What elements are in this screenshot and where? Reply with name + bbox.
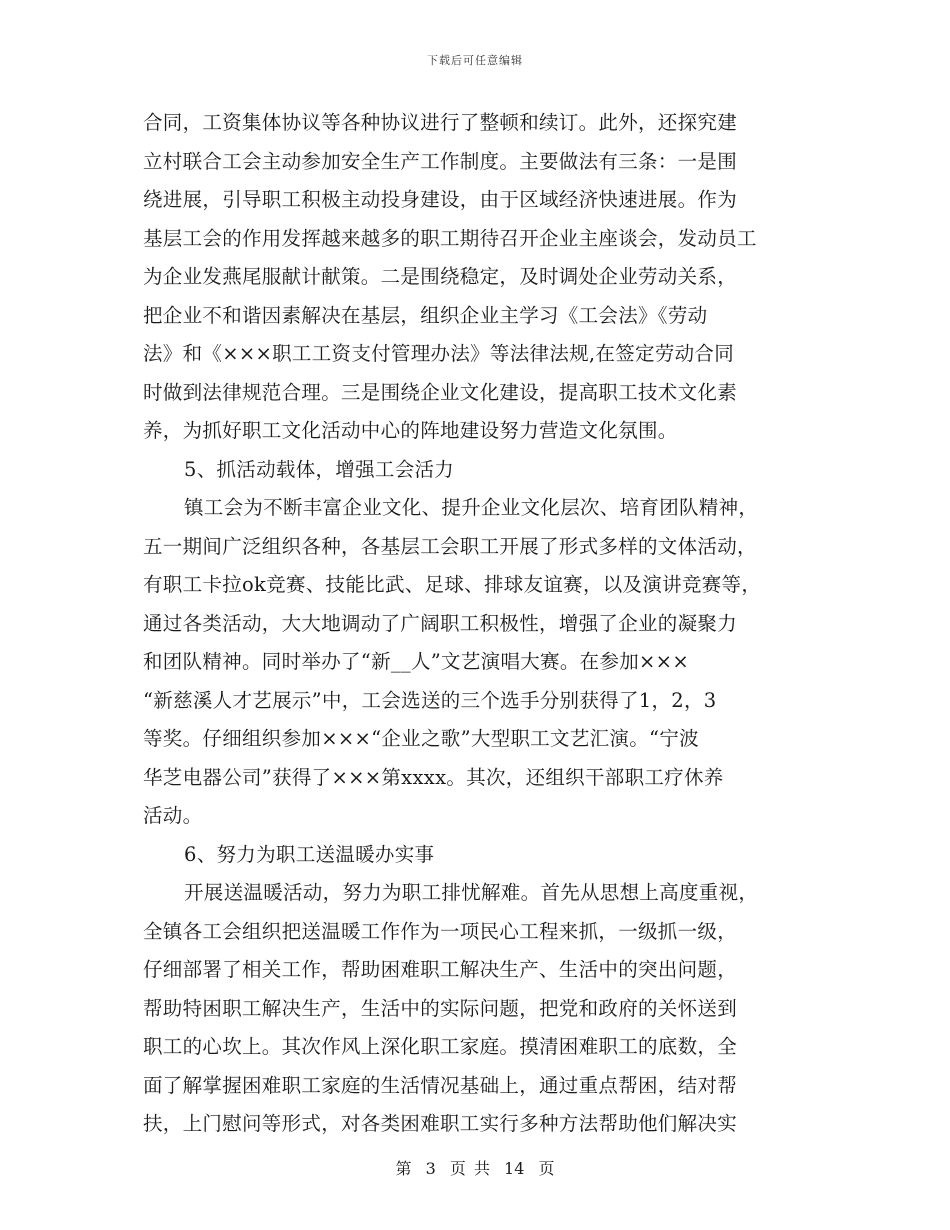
text-line: 开展送温暖活动，努力为职工排忧解难。首先从思想上高度重视，: [184, 881, 759, 904]
text-line: “新慈溪人才艺展示”中，工会选送的三个选手分别获得了1，2，3: [143, 688, 717, 712]
text-line: 合同，工资集体协议等各种协议进行了整顿和续订。此外，还探究建: [143, 111, 738, 134]
text-line: 全镇各工会组织把送温暖工作作为一项民心工程来抓，一级抓一级，: [143, 919, 738, 943]
footer-suffix: 页: [538, 1159, 555, 1178]
text-line: 等奖。仔细组织参加×××“企业之歌”大型职工文艺汇演。“宁波: [143, 727, 699, 750]
text-line: 立村联合工会主动参加安全生产工作制度。主要做法有三条：一是围: [143, 149, 738, 173]
text-line: 时做到法律规范合理。三是围绕企业文化建设，提高职工技术文化素: [143, 380, 738, 404]
text-line: 5、抓活动载体，增强工会活力: [184, 457, 455, 481]
text-line: 把企业不和谐因素解决在基层，组织企业主学习《工会法》《劳动: [143, 303, 708, 327]
text-line: 活动。: [143, 804, 203, 827]
text-line: 华芝电器公司”获得了×××第xxxx。其次，还组织干部职工疗休养: [143, 765, 724, 789]
text-line: 法》和《×××职工工资支付管理办法》等法律法规,在签定劳动合同: [143, 342, 735, 365]
text-line: 面了解掌握困难职工家庭的生活情况基础上，通过重点帮困，结对帮: [143, 1073, 738, 1097]
text-line: 基层工会的作用发挥越来越多的职工期待召开企业主座谈会，发动员工: [143, 226, 757, 250]
total-pages: 14: [504, 1159, 525, 1178]
text-line: 仔细部署了相关工作，帮助困难职工解决生产、生活中的突出问题，: [143, 958, 738, 981]
text-line: 为企业发燕尾服献计献策。二是围绕稳定，及时调处企业劳动关系，: [143, 265, 738, 288]
text-line: 6、努力为职工送温暖办实事: [184, 842, 435, 866]
text-line: 五一期间广泛组织各种，各基层工会职工开展了形式多样的文体活动，: [143, 534, 757, 558]
text-line: 养，为抓好职工文化活动中心的阵地建设努力营造文化氛围。: [143, 419, 678, 442]
page-footer: [0, 1156, 950, 1179]
text-line: 和团队精神。同时举办了“新__人”文艺演唱大赛。在参加×××: [143, 650, 689, 673]
text-line: 通过各类活动，大大地调动了广阔职工积极性，增强了企业的凝聚力: [143, 611, 738, 635]
text-line: 扶，上门慰问等形式，对各类困难职工实行多种方法帮助他们解决实: [143, 1112, 738, 1135]
text-line: 帮助特困职工解决生产，生活中的实际问题，把党和政府的关怀送到: [143, 996, 738, 1020]
page-number: 3: [425, 1159, 436, 1178]
text-line: 绕进展，引导职工积极主动投身建设，由于区域经济快速进展。作为: [143, 188, 738, 211]
text-line: 有职工卡拉ok竞赛、技能比武、足球、排球友谊赛，以及演讲竞赛等，: [143, 573, 762, 596]
text-line: 职工的心坎上。其次作风上深化职工家庭。摸清困难职工的底数，全: [143, 1035, 738, 1058]
page-header: 下载后可任意编辑: [427, 54, 523, 67]
document-body: [143, 104, 813, 1144]
footer-middle: 页 共: [449, 1159, 490, 1178]
text-line: 镇工会为不断丰富企业文化、提升企业文化层次、培育团队精神，: [184, 496, 759, 519]
footer-prefix: 第: [395, 1159, 412, 1178]
